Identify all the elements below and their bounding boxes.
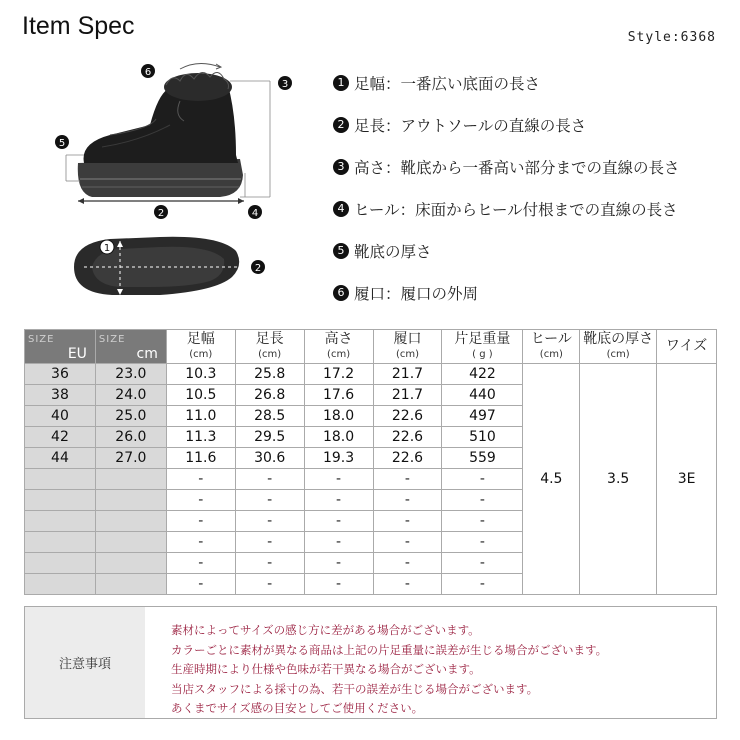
cell-eu: [25, 553, 96, 574]
cell-value: -: [373, 553, 442, 574]
legend-item: [333, 230, 733, 272]
cell-value: 28.5: [235, 406, 304, 427]
cell-value: 510: [442, 427, 523, 448]
cell-value: 497: [442, 406, 523, 427]
cell-width: 3E: [657, 364, 717, 595]
legend-text: 足幅：一番広い底面の長さ: [354, 75, 541, 93]
cell-eu: 38: [25, 385, 96, 406]
notes-lines: [171, 621, 607, 719]
cell-value: 11.6: [166, 448, 235, 469]
cell-value: -: [373, 574, 442, 595]
table-row: [25, 364, 717, 385]
cell-value: -: [442, 574, 523, 595]
cell-eu: 36: [25, 364, 96, 385]
cell-cm: [95, 553, 166, 574]
cell-eu: [25, 490, 96, 511]
cell-value: -: [235, 574, 304, 595]
cell-value: -: [304, 469, 373, 490]
cell-value: 22.6: [373, 448, 442, 469]
cell-value: 25.8: [235, 364, 304, 385]
header-heel: ヒール (cm): [523, 330, 580, 364]
cell-value: 10.5: [166, 385, 235, 406]
cell-value: 11.3: [166, 427, 235, 448]
cell-value: 440: [442, 385, 523, 406]
cell-heel: 4.5: [523, 364, 580, 595]
cell-value: -: [373, 532, 442, 553]
cell-value: -: [373, 511, 442, 532]
cell-value: -: [442, 469, 523, 490]
table-header-row: [25, 330, 717, 364]
header-size-eu: SIZE EU: [25, 330, 96, 364]
header-size-cm: SIZE cm: [95, 330, 166, 364]
legend-item: [333, 188, 733, 230]
cell-value: -: [442, 511, 523, 532]
legend-text: 靴底の厚さ: [354, 243, 432, 261]
cell-value: 11.0: [166, 406, 235, 427]
cell-value: -: [235, 490, 304, 511]
cell-value: -: [304, 511, 373, 532]
cell-value: 22.6: [373, 427, 442, 448]
cell-value: -: [166, 469, 235, 490]
cell-value: -: [166, 511, 235, 532]
notes-box: [24, 606, 717, 719]
number-badge: 6: [333, 285, 349, 301]
cell-value: -: [304, 553, 373, 574]
style-code: Style:6368: [627, 30, 716, 45]
cell-cm: 24.0: [95, 385, 166, 406]
cell-value: -: [166, 532, 235, 553]
number-badge: 1: [333, 75, 349, 91]
marker-2-sole: 2: [254, 263, 262, 274]
cell-cm: 27.0: [95, 448, 166, 469]
cell-value: -: [235, 532, 304, 553]
marker-2-side: 2: [157, 208, 165, 219]
cell-value: 17.6: [304, 385, 373, 406]
cell-eu: [25, 532, 96, 553]
cell-cm: 26.0: [95, 427, 166, 448]
cell-value: 21.7: [373, 364, 442, 385]
cell-eu: 40: [25, 406, 96, 427]
legend-item: [333, 62, 733, 104]
header-opening: 履口 (cm): [373, 330, 442, 364]
boot-side-view: [78, 72, 243, 197]
header-width: ワイズ: [657, 330, 717, 364]
cell-value: 30.6: [235, 448, 304, 469]
legend-text: 高さ：靴底から一番高い部分までの直線の長さ: [354, 159, 680, 177]
cell-value: -: [442, 490, 523, 511]
cell-cm: [95, 469, 166, 490]
cell-cm: [95, 490, 166, 511]
cell-value: 559: [442, 448, 523, 469]
cell-eu: [25, 574, 96, 595]
cell-value: 18.0: [304, 427, 373, 448]
legend-item: [333, 104, 733, 146]
cell-value: -: [442, 553, 523, 574]
size-spec-table: [24, 329, 717, 595]
cell-value: 26.8: [235, 385, 304, 406]
note-line: 当店スタッフによる採寸の為、若干の誤差が生じる場合がございます。: [171, 681, 539, 696]
cell-cm: 23.0: [95, 364, 166, 385]
legend-text: ヒール：床面からヒール付根までの直線の長さ: [354, 201, 678, 219]
cell-cm: [95, 532, 166, 553]
measurement-legend: [333, 62, 733, 314]
legend-text: 履口：履口の外周: [354, 285, 479, 303]
note-line: カラーごとに素材が異なる商品は上記の片足重量に誤差が生じる場合がございます。: [171, 642, 608, 657]
note-line: あくまでサイズ感の目安としてご使用ください。: [171, 701, 424, 715]
marker-3: 3: [281, 79, 289, 90]
marker-5: 5: [58, 138, 66, 149]
header-height: 高さ (cm): [304, 330, 373, 364]
cell-value: 17.2: [304, 364, 373, 385]
marker-4: 4: [251, 208, 259, 219]
boot-sole-view: [74, 237, 240, 295]
notes-label: 注意事項: [25, 607, 145, 718]
cell-value: -: [166, 490, 235, 511]
marker-1: 1: [103, 243, 111, 254]
number-badge: 4: [333, 201, 349, 217]
cell-eu: [25, 511, 96, 532]
cell-eu: [25, 469, 96, 490]
cell-value: -: [373, 490, 442, 511]
header-foot-length: 足長 (cm): [235, 330, 304, 364]
number-badge: 3: [333, 159, 349, 175]
cell-value: 21.7: [373, 385, 442, 406]
cell-value: -: [373, 469, 442, 490]
header-weight: 片足重量 ( g ): [442, 330, 523, 364]
cell-value: -: [304, 490, 373, 511]
cell-value: -: [304, 574, 373, 595]
cell-eu: 42: [25, 427, 96, 448]
cell-value: 29.5: [235, 427, 304, 448]
note-line: 素材によってサイズの感じ方に差がある場合がございます。: [171, 623, 480, 637]
cell-value: -: [235, 469, 304, 490]
cell-value: -: [235, 511, 304, 532]
cell-cm: [95, 511, 166, 532]
cell-value: -: [166, 553, 235, 574]
cell-value: 22.6: [373, 406, 442, 427]
cell-cm: [95, 574, 166, 595]
header-sole-thickness: 靴底の厚さ (cm): [580, 330, 657, 364]
cell-value: -: [166, 574, 235, 595]
cell-value: 422: [442, 364, 523, 385]
cell-cm: 25.0: [95, 406, 166, 427]
cell-value: 10.3: [166, 364, 235, 385]
cell-sole-thickness: 3.5: [580, 364, 657, 595]
header-foot-width: 足幅 (cm): [166, 330, 235, 364]
number-badge: 5: [333, 243, 349, 259]
marker-6: 6: [144, 67, 152, 78]
cell-value: -: [442, 532, 523, 553]
number-badge: 2: [333, 117, 349, 133]
legend-item: [333, 146, 733, 188]
legend-item: [333, 272, 733, 314]
note-line: 生産時期により仕様や色味が若干異なる場合がございます。: [171, 662, 481, 676]
cell-value: -: [235, 553, 304, 574]
page-title: Item Spec: [22, 12, 135, 40]
cell-eu: 44: [25, 448, 96, 469]
cell-value: 18.0: [304, 406, 373, 427]
legend-text: 足長：アウトソールの直線の長さ: [354, 117, 587, 135]
cell-value: -: [304, 532, 373, 553]
boot-illustration: [40, 55, 315, 320]
cell-value: 19.3: [304, 448, 373, 469]
